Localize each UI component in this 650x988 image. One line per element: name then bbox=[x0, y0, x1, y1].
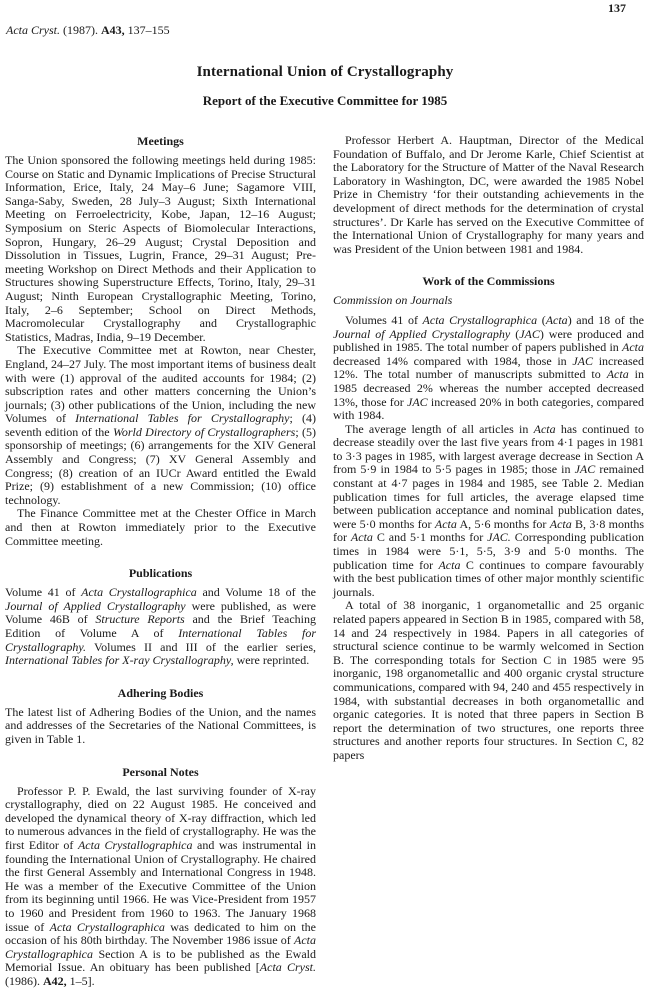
heading-publications: Publications bbox=[128, 566, 193, 581]
journal-volume: A43, bbox=[101, 23, 125, 37]
left-column bbox=[5, 134, 316, 988]
journal-year: (1987). bbox=[63, 23, 98, 37]
paper-subtitle: Report of the Executive Committee for 1985 bbox=[202, 93, 448, 108]
personal-paragraph-1: Professor P. P. Ewald, the last surviving founder of X-ray crystallography, died on 22 August 1985. He conceived and developed the dynamical theory of X-ray diffraction, which led to numerous advances in the field of crystallography. He was the first Editor of Acta Crystallographica and was instrumental in founding the International Union of Crystallography. He chaired the first General Assembly and International Congress in 1948. He was a member of the Executive Committee of the Union from its beginning until 1966. He was Vice-President from 1957 to 1960 and President from 1960 to 1963. The January 1968 issue of Acta Crystallographica was dedicated to him on the occasion of his 80th birthday. The November 1986 issue of Acta Crystallographica Section A is to be published as the Ewald Memorial Issue. An obituary has been published [Acta Cryst. (1986). A42, 1–5]. bbox=[5, 783, 317, 988]
commissions-paragraph-2: The average length of all articles in Acta has continued to decrease steadily over the last five years from 4·1 pages in 1981 to 3·3 pages in 1985, with largest average decrease in Section A from 5·9 in 1984 to 5·5 pages in 1985; those in JAC remained constant at 4·7 pages in 1984 and 1985, see Table 2. Median publication times for full articles, the average elapsed time between publication acceptance and nominal publication dates, were 5·0 months for Acta A, 5·6 months for Acta B, 3·8 months for Acta C and 5·1 months for JAC. Corresponding publication times in 1984 were 5·1, 5·5, 3·9 and 5·0 months. The publication time for Acta C continues to compare favourably with the best publication times of other major monthly scientific journals. bbox=[333, 421, 645, 599]
paper-title: International Union of Crystallography bbox=[196, 64, 454, 80]
heading-personal-notes: Personal Notes bbox=[122, 764, 199, 779]
journal-reference bbox=[6, 23, 170, 38]
meetings-paragraph-1: The Union sponsored the following meetings held during 1985: Course on Static and Dynamic Implications of Precise Structural Information, Erice, Italy, 24 May–6 June; Sagamore VIII, Sanga-Saby, Sweden, 28 July–3 August; Sixth International Meeting on Ferroelectricity, Kobe, Japan, 12–16 August; Symposium on Steric Aspects of Biomolecular Interactions, Sopron, Hungary, 26–29 August; Crystal Deposition and Dissolution in Tissues, Lugrin, France, 29–31 August; Pre-meeting Workshop on Direct Methods and their Application to Structures showing Superstructure Effects, Torino, Italy, 29–31 August; Ninth European Crystallographic Meeting, Torino, Italy, 2–6 September; School on Direct Methods, Macromolecular Crystallography and Crystallographic Statistics, Madras, India, 9–19 December. bbox=[5, 153, 316, 344]
subheading-commission-on-journals: Commission on Journals bbox=[333, 293, 453, 308]
publications-paragraph: Volume 41 of Acta Crystallographica and Volume 18 of the Journal of Applied Crystallography were published, as were Volume 46B of Structure Reports and the Brief Teaching Edition of Volume A of International Tables for Crystallography. Volumes II and III of the earlier series, International Tables for X-ray Crystallography, were reprinted. bbox=[5, 585, 317, 668]
commissions-paragraph-3: A total of 38 inorganic, 1 organometallic and 25 organic related papers appeared in Section B in 1985, compared with 58, 14 and 24 respectively in 1984. Papers in all categories of structural science continue to be warmly welcomed in Section B. The corresponding totals for Section C in 1985 were 95 inorganic, 198 organometallic and 400 organic crystal structure communications, compared with 94, 240 and 455 respectively in 1984, with substantial decreases in both organometallic and organic categories. It is noted that three papers in Section B report the determination of two structures, one reports three structures and another reports four structures. In Section C, 82 papers bbox=[333, 598, 644, 762]
adhering-paragraph: The latest list of Adhering Bodies of the Union, and the names and addresses of the Secretaries of the National Committees, is given in Table 1. bbox=[5, 704, 316, 746]
commissions-paragraph-1: Volumes 41 of Acta Crystallographica (Acta) and 18 of the Journal of Applied Crystallography (JAC) were produced and published in 1985. The total number of papers published in Acta decreased 14% compared with 1984, those in JAC increased 12%. The total number of manuscripts submitted to Acta in 1985 decreased 2% whereas the number accepted decreased 13%, those for JAC increased 20% in both categories, compared with 1984. bbox=[333, 312, 644, 423]
meetings-paragraph-2: The Executive Committee met at Rowton, near Chester, England, 24–27 July. The most important items of business dealt with were (1) approval of the audited accounts for 1984; (2) subscription rates and other matters concerning the Union’s journals; (3) other publications of the Union, including the new Volumes of International Tables for Crystallography; (4) seventh edition of the World Directory of Crystallographers; (5) sponsorship of meetings; (6) arrangements for the XIV General Assembly and Congress; (7) XV General Assembly and Congress; (8) creation of an IUCr Award entitled the Ewald Prize; (9) establishment of a new Commission; (10) office technology. bbox=[5, 343, 317, 507]
heading-adhering-bodies: Adhering Bodies bbox=[117, 685, 204, 700]
right-column bbox=[333, 134, 644, 763]
journal-name: Acta Cryst. bbox=[6, 23, 60, 37]
heading-meetings: Meetings bbox=[137, 134, 184, 148]
page-number: 137 bbox=[608, 1, 626, 15]
journal-pages: 137–155 bbox=[127, 23, 170, 37]
meetings-paragraph-3: The Finance Committee met at the Chester Office in March and then at Rowton immediately prior to the Executive Committee meeting. bbox=[5, 506, 316, 548]
heading-work-of-commissions: Work of the Commissions bbox=[422, 274, 555, 289]
personal-paragraph-2: Professor Herbert A. Hauptman, Director of the Medical Foundation of Buffalo, and Dr Jerome Karle, Chief Scientist at the Laboratory for the Structure of Matter of the Naval Research Laboratory in Washington, DC, were awarded the 1985 Nobel Prize in Chemistry ‘for their outstanding achievements in the development of direct methods for the determination of crystal structures’. Dr Karle has served on the Executive Committee of the International Union of Crystallography for many years and was President of the Union between 1981 and 1984. bbox=[333, 133, 644, 256]
